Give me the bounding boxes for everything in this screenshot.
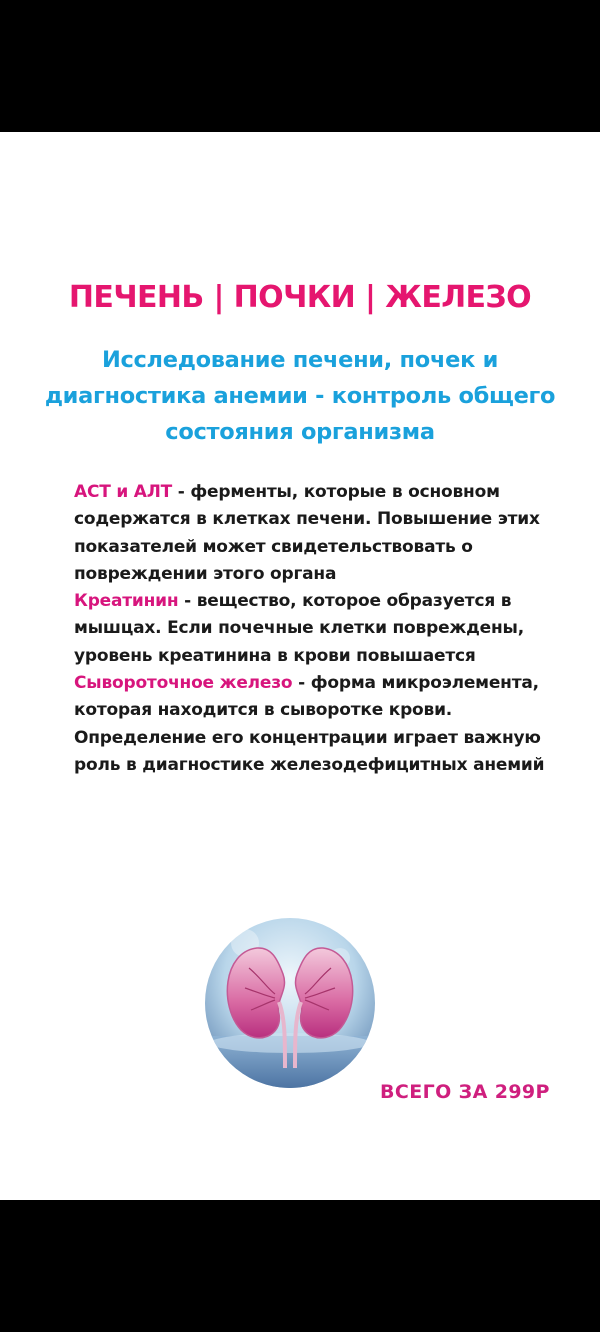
section-creatinine [74,588,574,670]
top-black-bar [0,0,600,132]
section-serum-iron [74,670,574,725]
subtitle: Исследование печени, почек и диагностика анемии - контроль общего состояния организма [44,347,556,445]
page-title: ПЕЧЕНЬ | ПОЧКИ | ЖЕЛЕЗО [68,280,532,315]
term-serum-iron: Сывороточное железо [74,673,293,694]
kidneys-illustration [205,918,375,1088]
kidneys-image [205,918,375,1088]
note-text: Определение его концентрации играет важную роль в диагностике железодефицитных анемий [74,727,545,775]
term-ast-alt: АСТ и АЛТ [74,482,173,502]
section-text: - форма микроэлемента, которая находится в сыворотке крови. [74,673,539,721]
price-label: ВСЕГО ЗА 299Р [380,1081,550,1103]
term-creatinine: Креатинин [74,591,179,612]
content-card [0,132,600,1200]
section-text: - вещество, которое образуется в мышцах. Если почечные клетки повреждены, уровень креатинина в крови повышается [74,591,524,666]
section-text: - ферменты, которые в основном содержатся в клетках печени. Повышение этих показателей может свидетельствовать о повреждении этого органа [74,482,540,584]
section-ast-alt [74,479,574,588]
description [74,479,574,779]
bottom-black-bar [0,1200,600,1332]
